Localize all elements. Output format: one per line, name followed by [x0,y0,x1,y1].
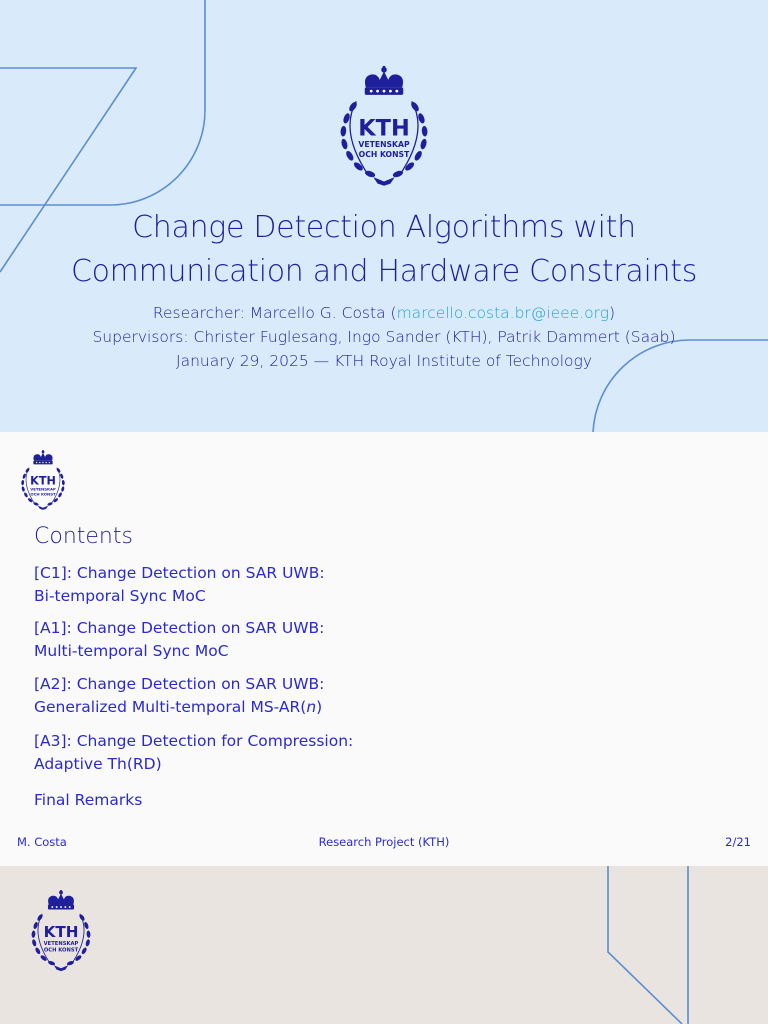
title-slide [0,0,768,432]
kth-crest-icon [24,890,98,974]
footer-project: Research Project (KTH) [318,835,450,849]
toc-item-final-remarks[interactable] [34,789,142,812]
toc-item-a2[interactable] [34,673,324,719]
toc-item-line1: [A3]: Change Detection for Compression: [34,732,354,750]
contents-heading: Contents [34,524,133,549]
toc-item-a3[interactable] [34,730,353,776]
footer-page-number: 2/21 [725,835,751,849]
toc-item-line1: Final Remarks [34,791,143,809]
toc-item-c1[interactable] [34,562,325,608]
toc-item-line2: Multi-temporal Sync MoC [34,642,229,660]
date-institute-line: January 29, 2025 — KTH Royal Institute of Technology [176,352,592,370]
contents-slide [0,432,768,866]
toc-item-line2 [34,696,324,719]
toc-item-line1: [C1]: Change Detection on SAR UWB: [34,564,325,582]
kth-crest-icon [330,66,438,190]
toc-item-line2: Adaptive Th(RD) [34,755,162,773]
toc-item-a1[interactable] [34,617,324,663]
researcher-email-link[interactable]: marcello.costa.br@ieee.org [396,304,610,322]
toc-item-line2-prefix: Generalized Multi-temporal MS-AR( [34,698,307,716]
footer-author: M. Costa [17,835,67,849]
toc-item-line2-variable: n [306,698,317,716]
researcher-close: ) [609,304,616,322]
researcher-line [0,302,768,324]
decorative-lines [0,866,768,1024]
toc-item-line2: Bi-temporal Sync MoC [34,587,206,605]
title-line-2: Communication and Hardware Constraints [70,254,698,289]
supervisors-line: Supervisors: Christer Fuglesang, Ingo Sander (KTH), Patrik Dammert (Saab) [92,328,676,346]
toc-item-line1: [A1]: Change Detection on SAR UWB: [34,619,325,637]
toc-item-line1: [A2]: Change Detection on SAR UWB: [34,675,325,693]
next-slide-preview [0,866,768,1024]
title-line-1: Change Detection Algorithms with [132,210,636,245]
researcher-label: Researcher: Marcello G. Costa ( [152,304,397,322]
toc-item-line2-suffix: ) [316,698,323,716]
kth-crest-icon [16,450,70,512]
